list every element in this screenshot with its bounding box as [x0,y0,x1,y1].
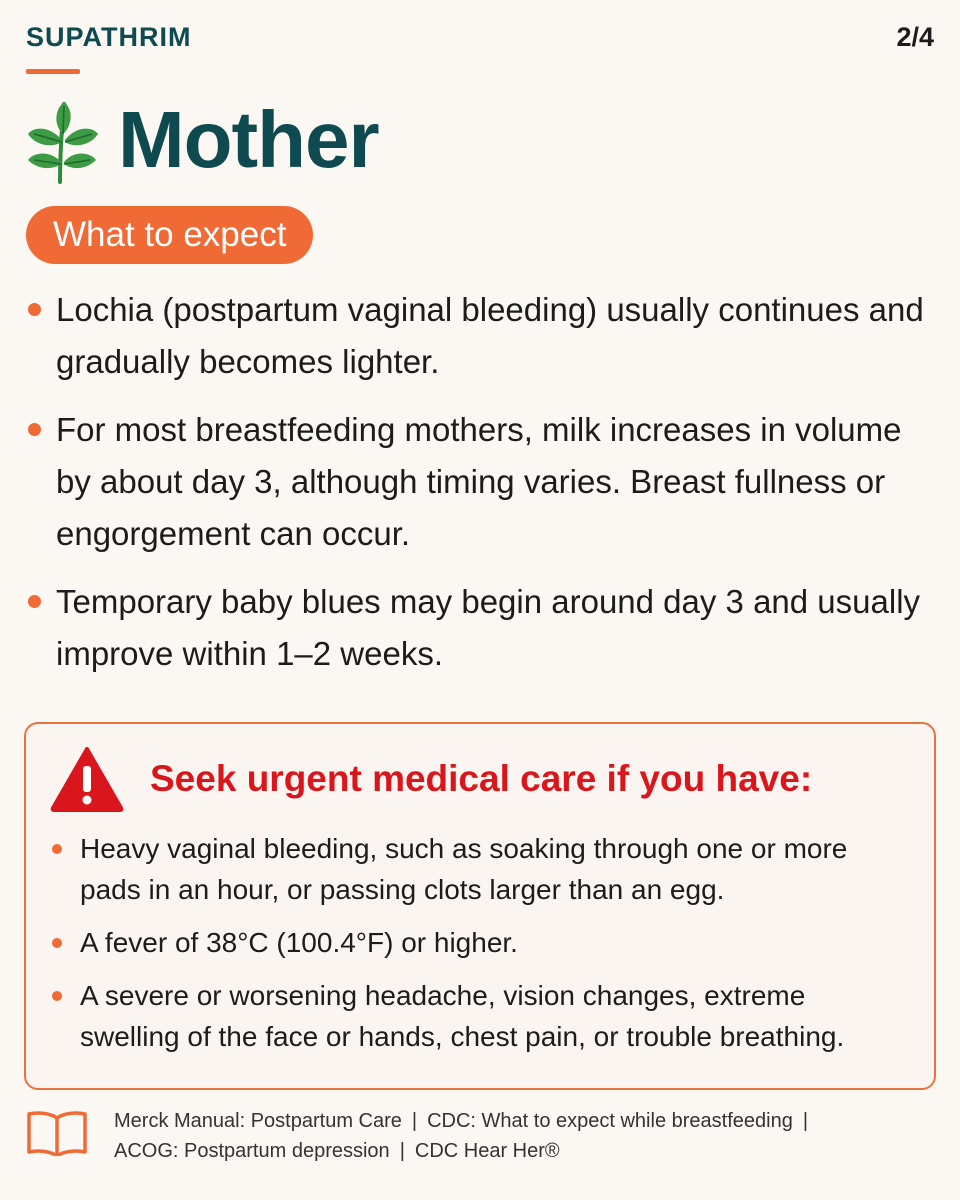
bullet-dot [52,991,62,1001]
bullet-dot [52,844,62,854]
source-separator: | [802,1110,809,1132]
alert-title: Seek urgent medical care if you have: [150,758,813,799]
sources-text [114,1106,914,1166]
source-separator: | [399,1140,405,1162]
list-item [26,404,926,560]
source-citation: CDC: What to expect while breastfeeding [427,1110,793,1132]
leaf-icon [24,96,100,184]
book-icon [26,1110,88,1156]
list-item [26,576,926,680]
list-item-text: For most breastfeeding mothers, milk increases in volume by about day 3, although timing varies. Breast fullness or engorgement can occur. [56,411,902,552]
warning-icon [50,746,124,812]
source-citation: Merck Manual: Postpartum Care [114,1110,402,1132]
title-row [24,96,379,184]
bullet-dot [28,595,41,608]
list-item-text: A fever of 38°C (100.4°F) or higher. [80,927,518,958]
list-item-text: Lochia (postpartum vaginal bleeding) usually continues and gradually becomes lighter. [56,291,924,380]
bullet-dot [28,423,41,436]
page-title: Mother [118,95,379,184]
page-indicator: 2/4 [896,22,934,52]
source-citation: ACOG: Postpartum depression [114,1140,390,1162]
bullet-dot [28,303,41,316]
list-item-text: Heavy vaginal bleeding, such as soaking through one or more pads in an hour, or passing clots larger than an egg. [80,833,848,905]
list-item-text: A severe or worsening headache, vision changes, extreme swelling of the face or hands, chest pain, or trouble breathing. [80,980,845,1052]
bullet-dot [52,938,62,948]
list-item [50,975,910,1057]
source-separator: | [411,1110,418,1132]
brand-name: SUPATHRIM [26,22,192,52]
expect-list [26,284,926,696]
section-pill: What to expect [26,206,313,264]
source-citation: CDC Hear Her® [414,1140,560,1162]
sources-footer [26,1106,914,1166]
brand-underline [26,69,80,74]
urgent-care-alert [24,722,936,1090]
alert-header [50,746,812,812]
list-item [50,922,910,963]
list-item [26,284,926,388]
list-item [50,828,910,910]
alert-list [50,828,910,1069]
list-item-text: Temporary baby blues may begin around day 3 and usually improve within 1–2 weeks. [56,583,921,672]
